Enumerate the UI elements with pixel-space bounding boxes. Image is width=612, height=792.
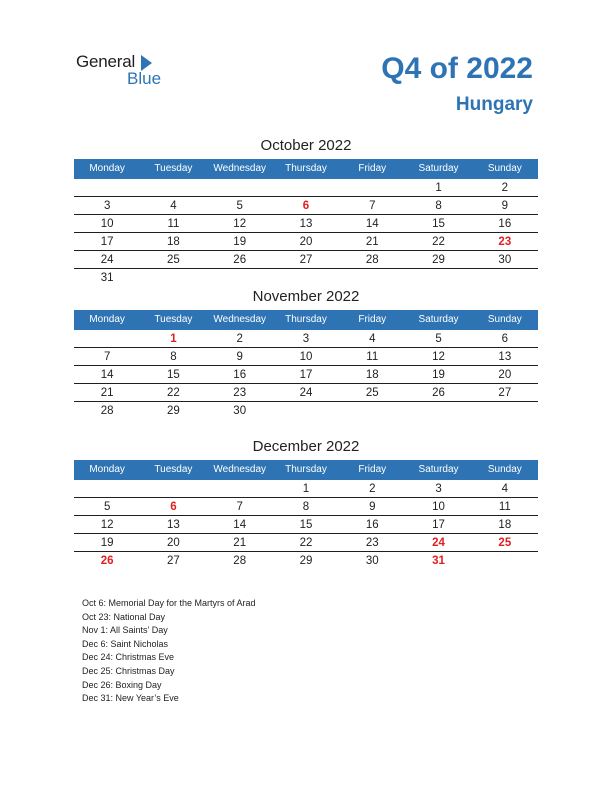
- day-cell: 17: [432, 519, 445, 531]
- weekday-label: Monday: [89, 314, 125, 325]
- day-cell: 2: [369, 483, 376, 495]
- weekday-label: Friday: [358, 464, 387, 475]
- day-cell: 12: [432, 351, 445, 363]
- weekday-label: Sunday: [487, 163, 522, 174]
- day-cell: 17: [299, 369, 313, 381]
- day-cell: [140, 480, 206, 497]
- day-cell: [207, 179, 273, 196]
- day-cell: 29: [299, 555, 313, 567]
- day-cell: 2: [236, 333, 243, 345]
- day-cell: 17: [100, 236, 114, 248]
- day-cell: 20: [167, 537, 180, 549]
- day-cell: 29: [432, 254, 445, 266]
- day-cell: [207, 269, 273, 286]
- day-cell: 15: [167, 369, 180, 381]
- day-cell: 22: [432, 236, 445, 248]
- day-cell: 15: [432, 218, 445, 230]
- day-cell: 13: [498, 351, 512, 363]
- day-cell: 16: [498, 218, 512, 230]
- logo-word-blue: Blue: [127, 69, 162, 88]
- day-cell: 2: [501, 182, 509, 194]
- weekday-label: Friday: [358, 163, 387, 174]
- generalblue-logo: [76, 52, 186, 88]
- day-cell: 21: [233, 537, 247, 549]
- day-cell: 3: [435, 483, 442, 495]
- weekday-label: Monday: [89, 163, 125, 174]
- month-calendar-october: [74, 137, 538, 286]
- day-cell: 30: [233, 405, 247, 417]
- day-cell: 31: [432, 555, 445, 567]
- day-cell: [74, 179, 140, 196]
- week-row: [74, 269, 538, 286]
- weekday-label: Tuesday: [154, 464, 193, 475]
- day-cell: [74, 330, 140, 347]
- day-cell: 16: [233, 369, 247, 381]
- day-cell: 6: [302, 200, 310, 212]
- day-cell: 9: [236, 351, 243, 363]
- day-cell: 5: [435, 333, 442, 345]
- day-cell: 29: [167, 405, 180, 417]
- day-cell: 27: [167, 555, 180, 567]
- week-row: [74, 384, 538, 402]
- day-cell: [472, 402, 538, 419]
- week-row: [74, 348, 538, 366]
- day-cell: 14: [233, 519, 247, 531]
- day-cell: 7: [236, 501, 243, 513]
- day-cell: 13: [299, 218, 313, 230]
- day-cell: 27: [299, 254, 313, 266]
- day-cell: 13: [167, 519, 180, 531]
- weekday-label: Saturday: [418, 163, 459, 174]
- day-cell: 18: [498, 519, 512, 531]
- day-cell: 28: [365, 254, 379, 266]
- day-cell: 24: [299, 387, 313, 399]
- week-row: [74, 402, 538, 419]
- day-cell: 19: [100, 537, 114, 549]
- day-cell: 28: [100, 405, 114, 417]
- month-calendar-december: [74, 438, 538, 569]
- weekday-label: Tuesday: [154, 163, 193, 174]
- day-cell: 3: [103, 200, 111, 212]
- day-cell: [339, 179, 405, 196]
- day-cell: [405, 269, 471, 286]
- day-cell: 26: [432, 387, 445, 399]
- weekday-label: Thursday: [285, 464, 327, 475]
- day-cell: 3: [302, 333, 310, 345]
- day-cell: 25: [498, 537, 512, 549]
- day-cell: 4: [170, 200, 177, 212]
- weekday-label: Wednesday: [213, 464, 267, 475]
- day-cell: [273, 402, 339, 419]
- week-row: [74, 480, 538, 498]
- day-cell: 20: [299, 236, 313, 248]
- weekday-label: Wednesday: [213, 163, 267, 174]
- holiday-note: Dec 6: Saint Nicholas: [82, 638, 169, 649]
- day-cell: 10: [299, 351, 313, 363]
- weekday-label: Friday: [358, 314, 387, 325]
- holiday-note: Nov 1: All Saints’ Day: [82, 625, 168, 636]
- day-cell: 31: [100, 272, 114, 284]
- holiday-notes-list: [82, 597, 256, 706]
- weekday-label: Sunday: [487, 314, 522, 325]
- day-cell: 19: [233, 236, 247, 248]
- day-cell: 6: [170, 501, 177, 513]
- day-cell: [339, 269, 405, 286]
- week-row: [74, 179, 538, 197]
- week-row: [74, 534, 538, 552]
- week-row: [74, 233, 538, 251]
- week-row: [74, 516, 538, 534]
- day-cell: 23: [233, 387, 247, 399]
- weekday-header-row: [74, 310, 538, 330]
- month-title: November 2022: [252, 288, 360, 305]
- day-cell: [405, 402, 471, 419]
- weekday-label: Sunday: [487, 464, 522, 475]
- week-row: [74, 197, 538, 215]
- day-cell: 18: [365, 369, 379, 381]
- weekday-label: Tuesday: [154, 314, 193, 325]
- holiday-note: Dec 26: Boxing Day: [82, 679, 162, 690]
- day-cell: 26: [233, 254, 247, 266]
- day-cell: 1: [170, 333, 177, 345]
- logo-word-general: General: [76, 52, 136, 71]
- day-cell: 16: [365, 519, 379, 531]
- week-row: [74, 215, 538, 233]
- day-cell: 7: [103, 351, 111, 363]
- day-cell: [207, 480, 273, 497]
- day-cell: 4: [369, 333, 376, 345]
- day-cell: 27: [498, 387, 512, 399]
- week-row: [74, 330, 538, 348]
- day-cell: [74, 480, 140, 497]
- day-cell: 23: [498, 236, 512, 248]
- weekday-label: Monday: [89, 464, 125, 475]
- weekday-header-row: [74, 460, 538, 480]
- day-cell: 12: [100, 519, 114, 531]
- holiday-note: Oct 6: Memorial Day for the Martyrs of Arad: [82, 598, 256, 608]
- day-cell: [339, 402, 405, 419]
- holiday-note: Dec 31: New Year’s Eve: [82, 693, 179, 704]
- weekday-label: Wednesday: [213, 314, 267, 325]
- page-title: Q4 of 2022: [381, 52, 533, 85]
- day-cell: 18: [167, 236, 180, 248]
- day-cell: 15: [299, 519, 313, 531]
- day-cell: 28: [233, 555, 247, 567]
- day-cell: 5: [236, 200, 243, 212]
- weekday-label: Saturday: [418, 464, 459, 475]
- day-cell: 26: [100, 555, 114, 567]
- weekday-label: Saturday: [418, 314, 459, 325]
- day-cell: [472, 269, 538, 286]
- day-cell: 5: [103, 501, 111, 513]
- day-cell: 19: [432, 369, 445, 381]
- week-row: [74, 552, 538, 569]
- day-cell: 12: [233, 218, 247, 230]
- day-cell: 22: [167, 387, 180, 399]
- day-cell: 4: [501, 483, 509, 495]
- day-cell: 21: [100, 387, 114, 399]
- day-cell: 30: [498, 254, 512, 266]
- day-cell: 1: [435, 182, 442, 194]
- day-cell: 23: [365, 537, 379, 549]
- day-cell: 24: [432, 537, 445, 549]
- day-cell: 10: [432, 501, 445, 513]
- day-cell: 6: [501, 333, 509, 345]
- week-row: [74, 251, 538, 269]
- day-cell: [273, 179, 339, 196]
- weekday-header-row: [74, 159, 538, 179]
- month-title: December 2022: [252, 438, 360, 455]
- month-calendar-november: [74, 288, 538, 419]
- day-cell: 11: [498, 501, 511, 513]
- day-cell: 14: [100, 369, 114, 381]
- weekday-label: Thursday: [285, 163, 327, 174]
- country-name: Hungary: [455, 94, 533, 115]
- day-cell: 30: [365, 555, 379, 567]
- day-cell: 9: [501, 200, 509, 212]
- holiday-note: Dec 25: Christmas Day: [82, 665, 175, 676]
- day-cell: 25: [167, 254, 180, 266]
- week-row: [74, 498, 538, 516]
- day-cell: 11: [167, 218, 180, 230]
- day-cell: 11: [366, 351, 379, 363]
- day-cell: 22: [299, 537, 313, 549]
- day-cell: 8: [435, 200, 442, 212]
- day-cell: 14: [365, 218, 379, 230]
- day-cell: 10: [100, 218, 114, 230]
- day-cell: 24: [100, 254, 114, 266]
- day-cell: [273, 269, 339, 286]
- day-cell: 1: [302, 483, 310, 495]
- week-row: [74, 366, 538, 384]
- day-cell: 9: [369, 501, 376, 513]
- day-cell: 8: [302, 501, 310, 513]
- day-cell: 7: [369, 200, 376, 212]
- day-cell: 20: [498, 369, 512, 381]
- day-cell: 8: [170, 351, 177, 363]
- day-cell: [140, 179, 206, 196]
- day-cell: 25: [365, 387, 379, 399]
- holiday-note: Dec 24: Christmas Eve: [82, 652, 175, 663]
- month-title: October 2022: [260, 137, 352, 154]
- weekday-label: Thursday: [285, 314, 327, 325]
- holiday-note: Oct 23: National Day: [82, 611, 166, 622]
- day-cell: [472, 552, 538, 569]
- day-cell: [140, 269, 206, 286]
- day-cell: 21: [365, 236, 379, 248]
